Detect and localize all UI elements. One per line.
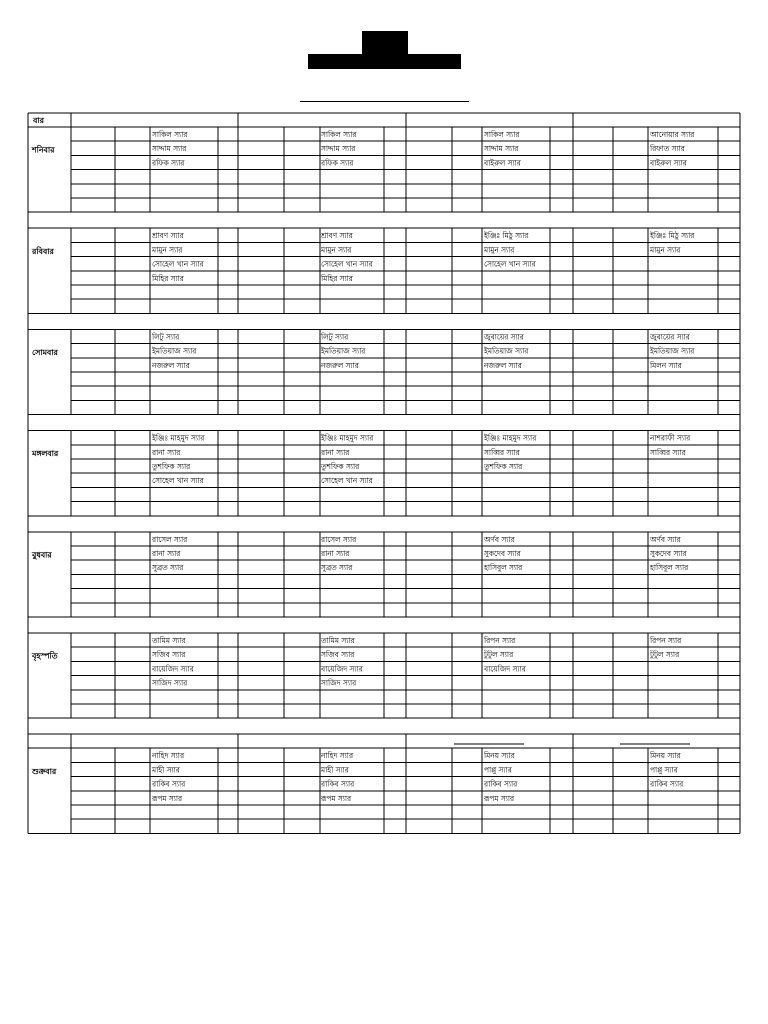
teacher-name: সাব্বির স্যার [650,447,686,457]
teacher-name: টুটুল স্যার [650,650,680,660]
day-label: বৃহস্পতি [32,651,58,661]
teacher-name: সোহেল খান স্যার [484,259,536,269]
teacher-name: বায়েজিদ স্যার [484,664,526,674]
teacher-name: সাদ্দাম স্যার [152,144,187,154]
teacher-name: নাহিদ স্যার [152,751,185,761]
teacher-name: নাশরাফী স্যার [650,433,691,443]
teacher-name: সাজিদ স্যার [152,678,188,688]
teacher-name: রাকিব স্যার [650,779,684,789]
teacher-name: সাদ্দাম স্যার [484,144,519,154]
teacher-name: সাদ্দাম স্যার [321,144,356,154]
teacher-name: রানা স্যার [321,549,350,558]
teacher-name: মিলন স্যার [650,360,682,370]
teacher-name: রিপন স্যার [650,636,682,645]
teacher-name: সজিব স্যার [152,650,186,660]
teacher-name: বাইরুল স্যার [650,158,687,168]
day-label: বুধবার [32,550,52,560]
teacher-name: নজরুল স্যার [321,360,359,370]
teacher-name: মিহির স্যার [321,273,353,283]
teacher-name: ইঞ্জিঃ মাহমুদ স্যার [484,433,537,443]
teacher-name: ইমতিয়াজ স্যার [321,346,366,356]
teacher-name: সুকদেব স্যার [484,549,521,558]
day-label: মঙ্গলবার [32,449,59,459]
teacher-name: জুবায়ের স্যার [650,332,690,342]
teacher-name: ইমতিয়াজ স্যার [152,346,197,356]
teacher-name: মামুন স্যার [321,245,352,255]
teacher-name: সোহেল খান স্যার [321,476,373,486]
teacher-name: সোহেল খান স্যার [321,259,373,269]
teacher-name: ইঞ্জিঃ মিঠু স্যার [484,231,529,241]
teacher-name: শ্রাবণ স্যার [321,231,353,241]
teacher-name: তুশফিক স্যার [152,462,191,471]
teacher-name: অর্ণব স্যার [484,534,515,544]
teacher-name: মিহির স্যার [152,273,184,283]
teacher-name: জুবায়ের স্যার [484,332,524,342]
teacher-name: সোহেল খান স্যার [152,259,204,269]
teacher-name: ইমতিয়াজ স্যার [484,346,529,356]
teacher-name: রানা স্যার [152,549,181,558]
teacher-name: ইঞ্জিঃ মাহমুদ স্যার [321,433,374,443]
teacher-name: সুব্রত স্যার [152,563,184,573]
teacher-name: রিপন স্যার [484,636,516,645]
teacher-name: নজরুল স্যার [484,360,522,370]
teacher-name: ইঞ্জিঃ মাহমুদ স্যার [152,433,205,443]
teacher-name: মামুন স্যার [152,245,183,255]
teacher-name: বায়েজিদ স্যার [321,664,363,674]
teacher-name: বাইরুল স্যার [484,158,521,168]
teacher-name: ইমতিয়াজ স্যার [650,346,695,356]
teacher-name: পাপ্পু স্যার [484,765,512,775]
day-label: শনিবার [32,145,55,155]
teacher-name: সাকিল স্যার [484,130,520,139]
teacher-name: ইঞ্জিঃ মিঠু স্যার [650,231,695,241]
teacher-name: মিনয় স্যার [650,751,681,761]
teacher-name: সাব্বির স্যার [484,447,520,457]
teacher-name: মামুন স্যার [650,245,681,255]
teacher-name: সাজিদ স্যার [321,678,357,688]
teacher-name: সুকদেব স্যার [650,549,687,558]
teacher-name: সোহেল খান স্যার [152,476,204,486]
teacher-name: মাহী স্যার [152,765,180,775]
teacher-name: পাপ্পু স্যার [650,765,678,775]
teacher-name: রূপম স্যার [152,793,183,803]
teacher-name: রাসেল স্যার [321,534,357,544]
teacher-name: তামিম স্যার [321,636,355,645]
teacher-name: রাসেল স্যার [152,534,188,544]
teacher-name: টুটুল স্যার [484,650,514,660]
teacher-name: রিফাত স্যার [650,144,685,154]
teacher-name: তামিম স্যার [152,636,186,645]
teacher-name: নজরুল স্যার [152,360,190,370]
teacher-name: বায়েজিদ স্যার [152,664,194,674]
teacher-name: সাকিল স্যার [321,130,357,139]
day-column-header: বার [33,116,44,125]
day-label: শুক্রবার [32,766,57,776]
teacher-name: তুশফিক স্যার [484,462,523,471]
teacher-name: সজিব স্যার [321,650,355,660]
teacher-name: হাসিবুল স্যার [650,563,689,573]
teacher-name: তুশফিক স্যার [321,462,360,471]
teacher-name: রাকিব স্যার [321,779,355,789]
teacher-name: শ্রাবণ স্যার [152,231,184,241]
teacher-name: মিনয় স্যার [484,751,515,761]
teacher-name: সাকিল স্যার [152,130,188,139]
day-label: রবিবার [32,246,54,256]
teacher-name: হাসিবুল স্যার [484,563,523,573]
teacher-name: লিটু স্যার [321,332,349,342]
teacher-name: মামুন স্যার [484,245,515,255]
teacher-name: রফিক স্যার [152,158,185,168]
teacher-name: লিটু স্যার [152,332,180,342]
teacher-name: রাকিব স্যার [152,779,186,789]
teacher-name: সুব্রত স্যার [321,563,353,573]
teacher-name: রূপম স্যার [484,793,515,803]
teacher-name: মাহী স্যার [321,765,349,775]
teacher-name: রাকিব স্যার [484,779,518,789]
teacher-name: রানা স্যার [152,447,181,457]
teacher-name: রানা স্যার [321,447,350,457]
teacher-name: রূপম স্যার [321,793,352,803]
teacher-name: আনোয়ার স্যার [650,130,695,139]
day-label: সোমবার [32,347,58,357]
teacher-name: নাহিদ স্যার [321,751,354,761]
teacher-name: অর্ণব স্যার [650,534,681,544]
teacher-name: রফিক স্যার [321,158,354,168]
